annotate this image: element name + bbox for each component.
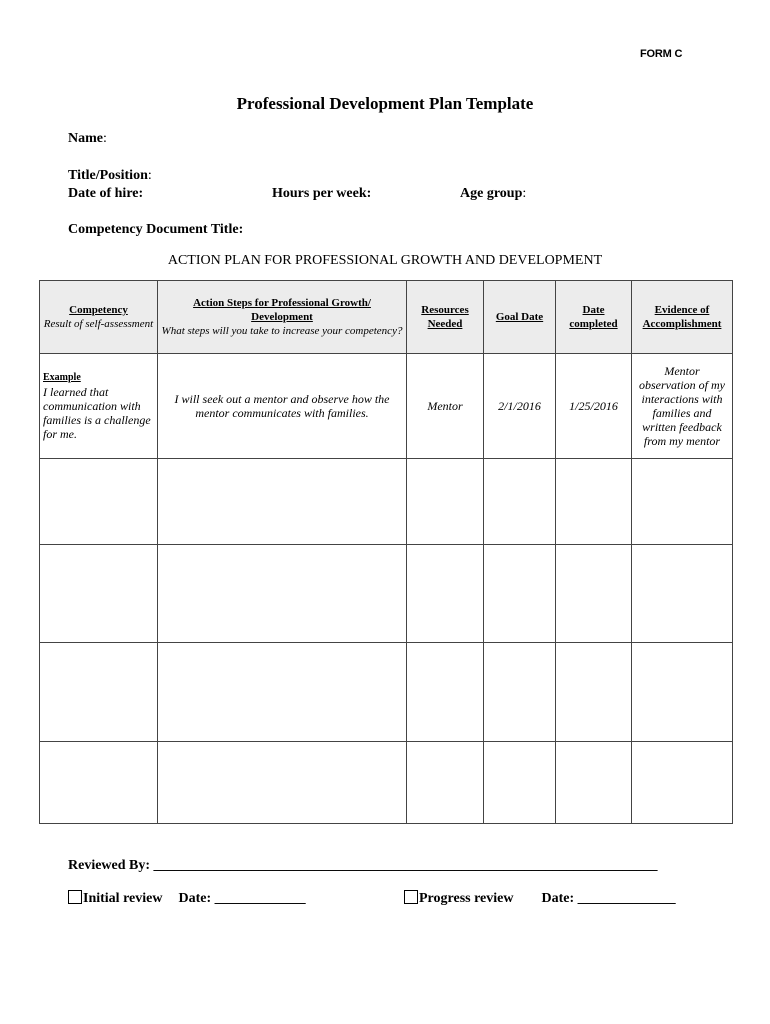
example-goal-date-cell: 2/1/2016 xyxy=(484,354,556,459)
evidence-input-cell[interactable] xyxy=(632,643,733,742)
age-group-label: Age group xyxy=(460,186,523,201)
header-resources xyxy=(407,281,484,354)
evidence-input-cell[interactable] xyxy=(632,459,733,545)
header-goal-date xyxy=(484,281,556,354)
title-position-field: Title/Position: xyxy=(68,168,152,183)
header-date-completed xyxy=(556,281,632,354)
date-completed-input-cell[interactable] xyxy=(556,459,632,545)
goal-date-input-cell[interactable] xyxy=(484,742,556,824)
progress-review-checkbox[interactable] xyxy=(404,890,418,904)
date-of-hire-field xyxy=(68,186,143,202)
goal-date-input-cell[interactable] xyxy=(484,545,556,643)
action-input-cell[interactable] xyxy=(158,459,407,545)
initial-review-checkbox[interactable] xyxy=(68,890,82,904)
example-date-completed-cell: 1/25/2016 xyxy=(556,354,632,459)
initial-review-date: Date: _____________ xyxy=(178,891,306,906)
table-row xyxy=(40,545,733,643)
header-competency xyxy=(40,281,158,354)
action-input-cell[interactable] xyxy=(158,643,407,742)
competency-input-cell[interactable] xyxy=(40,545,158,643)
hours-per-week-label: Hours per week: xyxy=(272,186,372,201)
name-label: Name xyxy=(68,131,103,146)
initial-review-group xyxy=(68,890,306,907)
header-competency-subtitle: Result of self-assessment xyxy=(43,318,154,330)
example-row xyxy=(40,354,733,459)
example-competency-text: I learned that communication with families is a challenge for me. xyxy=(43,385,151,441)
competency-input-cell[interactable] xyxy=(40,459,158,545)
progress-review-date: Date: ______________ xyxy=(541,891,676,906)
header-action-steps-title: Action Steps for Professional Growth/ Development xyxy=(193,297,371,323)
progress-review-label: Progress review xyxy=(419,891,514,906)
table-row xyxy=(40,742,733,824)
header-date-completed-label: Date completed xyxy=(569,304,618,330)
resources-input-cell[interactable] xyxy=(407,459,484,545)
example-competency-cell xyxy=(40,354,158,459)
header-competency-title: Competency xyxy=(69,304,128,316)
header-action-steps-subtitle: What steps will you take to increase your competency? xyxy=(161,325,403,337)
age-group-field: Age group: xyxy=(460,186,527,201)
competency-document-title-label: Competency Document Title: xyxy=(68,222,244,237)
evidence-input-cell[interactable] xyxy=(632,545,733,643)
action-plan-heading: ACTION PLAN FOR PROFESSIONAL GROWTH AND DEVELOPMENT xyxy=(167,253,603,268)
title-position-label: Title/Position xyxy=(68,168,148,183)
initial-review-label: Initial review xyxy=(83,891,163,906)
header-resources-label: Resources Needed xyxy=(421,304,469,330)
competency-input-cell[interactable] xyxy=(40,643,158,742)
hours-per-week-field xyxy=(272,186,371,202)
header-goal-date-label: Goal Date xyxy=(495,311,544,323)
goal-date-input-cell[interactable] xyxy=(484,643,556,742)
date-completed-input-cell[interactable] xyxy=(556,643,632,742)
date-completed-input-cell[interactable] xyxy=(556,545,632,643)
header-action-steps xyxy=(158,281,407,354)
evidence-input-cell[interactable] xyxy=(632,742,733,824)
table-header-row xyxy=(40,281,733,354)
date-completed-input-cell[interactable] xyxy=(556,742,632,824)
resources-input-cell[interactable] xyxy=(407,742,484,824)
header-evidence-label: Evidence of Accomplishment xyxy=(642,304,722,330)
example-resources-cell: Mentor xyxy=(407,354,484,459)
progress-review-group xyxy=(404,890,676,907)
action-plan-table xyxy=(39,280,733,824)
competency-input-cell[interactable] xyxy=(40,742,158,824)
resources-input-cell[interactable] xyxy=(407,545,484,643)
example-label: Example xyxy=(43,372,81,383)
example-evidence-cell: Mentor observation of my interactions with families and written feedback from my mentor xyxy=(632,354,733,459)
table-row xyxy=(40,643,733,742)
date-of-hire-label: Date of hire: xyxy=(68,186,144,201)
table-row xyxy=(40,459,733,545)
page-title: Professional Development Plan Template xyxy=(236,94,534,113)
action-input-cell[interactable] xyxy=(158,742,407,824)
header-evidence xyxy=(632,281,733,354)
goal-date-input-cell[interactable] xyxy=(484,459,556,545)
competency-document-title-field xyxy=(68,222,243,238)
example-action-cell: I will seek out a mentor and observe how the mentor communicates with families. xyxy=(158,354,407,459)
name-field: Name: xyxy=(68,131,107,146)
action-input-cell[interactable] xyxy=(158,545,407,643)
resources-input-cell[interactable] xyxy=(407,643,484,742)
form-code: FORM C xyxy=(640,48,683,60)
reviewed-by-line: Reviewed By: ________________________________________________________________________ xyxy=(68,858,658,873)
